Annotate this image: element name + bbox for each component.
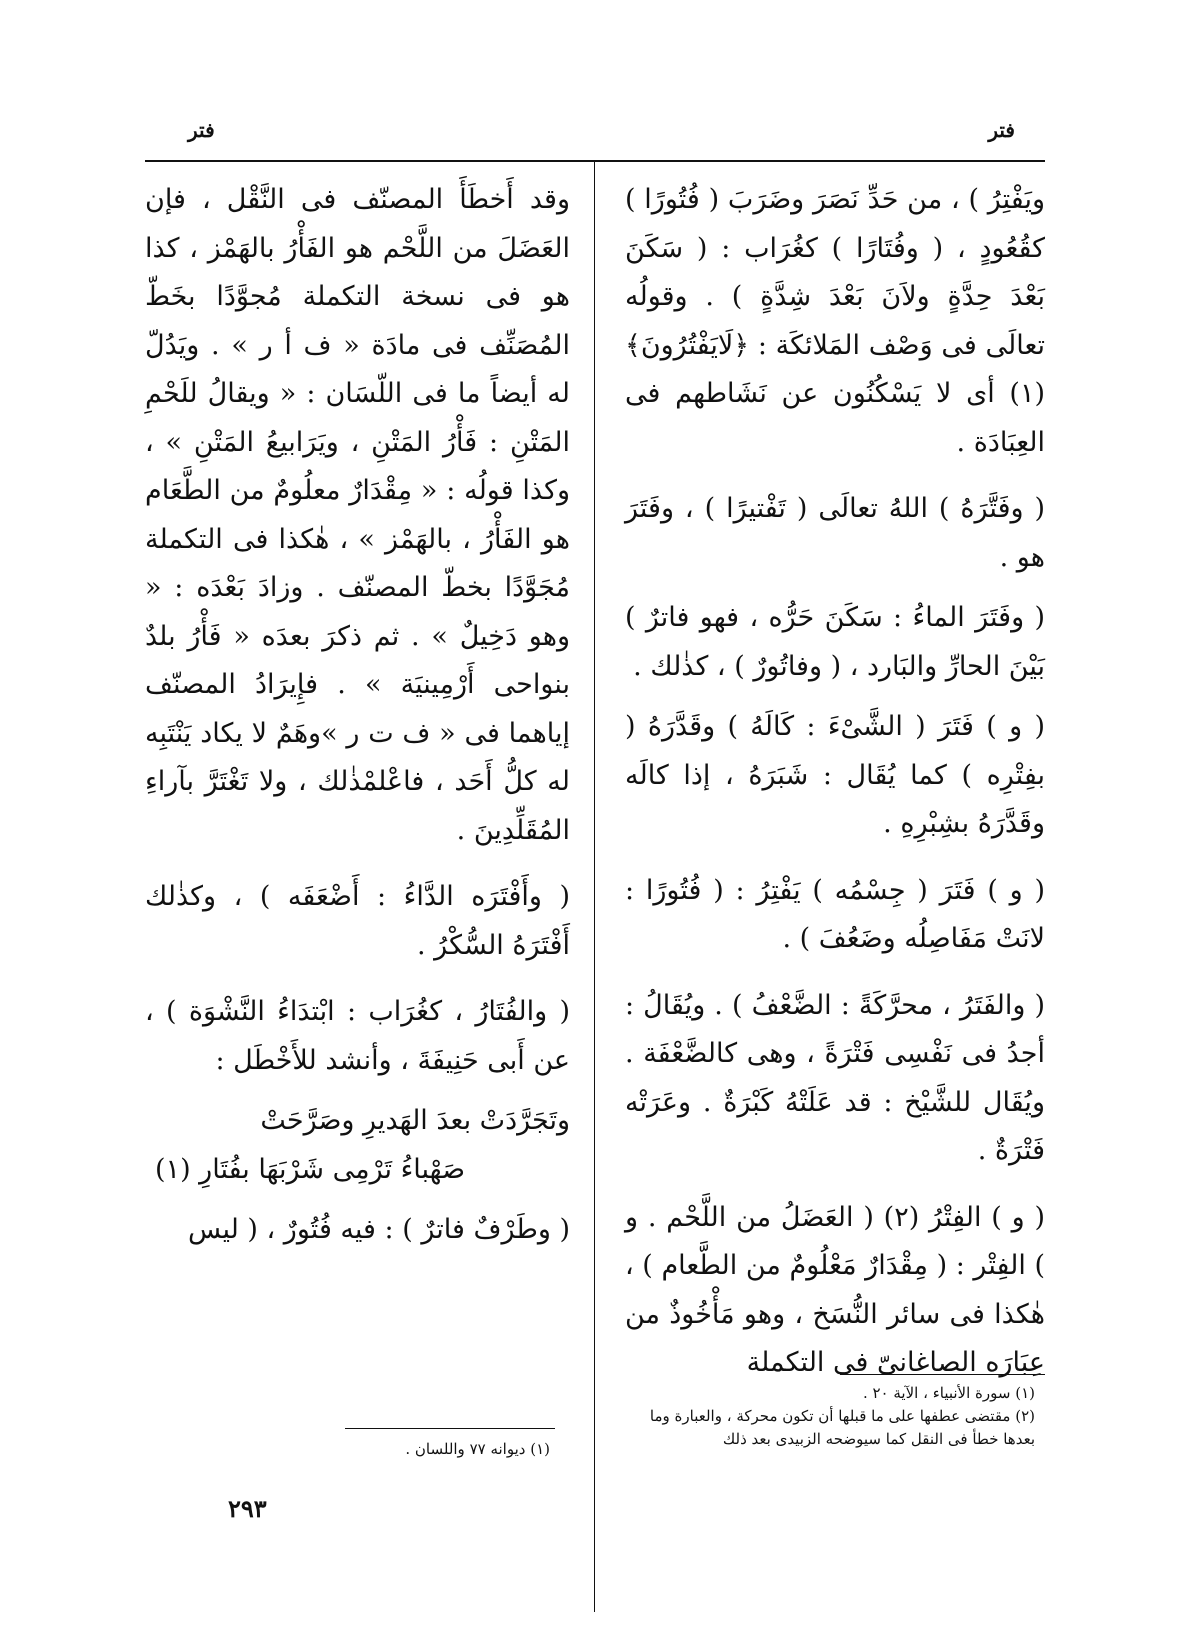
- page-number: ٢٩٣: [228, 1494, 267, 1523]
- entry-paragraph: وقد أَخطَأَ المصنّف فى النَّقْل ، فإن العَضَلَ من اللَّحْم هو الفَأْرُ بالهَمْز ، كذا هو فى نسخة التكملة مُجوَّدًا بخَطّ المُصَنِّف فى مادَة « ف أ ر » . ويَدُلّ له أيضاً ما فى اللّسَان : « ويقالُ للَحْمِ المَتْنِ : فَأْرُ المَتْنِ ، ويَرَابيعُ المَتْنِ » ، وكذا قولُه : « مِقْدَارٌ معلُومٌ من الطَّعَام هو الفَأْرُ ، بالهَمْز » ، هٰكذا فى التكملة مُجَوَّدًا بخطّ المصنّف . وزادَ بَعْدَه : « وهو دَخِيلٌ » . ثم ذكرَ بعدَه « فَأْرُ بلدٌ بنواحى أَرْمِينيَة » . فإِيرَادُ المصنّف إياهما فى « ف ت ر »وهَمٌ لا يكاد يَنْتَبِه له كلُّ أَحَد ، فاعْلمْذٰلك ، ولا تَغْتَرَّ بآراءِ المُقَلِّدِينَ .: [145, 184, 570, 846]
- entry-paragraph: ويَفْتِرُ ) ، من حَدِّ نَصَرَ وضَرَبَ ( فُتُورًا ) كقُعُودٍ ، ( وفُتَارًا ) كغُرَاب : ( سَكَنَ بَعْدَ حِدَّةٍ ولاَنَ بَعْدَ شِدَّةٍ ) . وقولُه تعالَى فى وَصْف المَلائكَة : ﴿لَايَفْتُرُونَ﴾ (١) أى لا يَسْكُنُون عن نَشَاطهم فى العِبَادَة .: [625, 184, 1045, 458]
- entry-paragraph: ( و ) فَتَرَ ( جِسْمُه ) يَفْتِرُ : ( فُتُورًا : لانَتْ مَفَاصِلُه وضَعُفَ ) .: [625, 874, 1045, 954]
- footnote-rule-right: [840, 1374, 1045, 1375]
- running-head-left: فتر: [188, 118, 215, 142]
- entry-paragraph: ( والفُتَارُ ، كغُرَاب : ابْتدَاءُ النَّشْوَة ) ، عن أَبى حَنِيفَةَ ، وأنشد للأَخْطَل :: [145, 996, 570, 1076]
- column-divider: [594, 162, 595, 1612]
- header-rule: [145, 160, 1045, 162]
- footnote: (٢) مقتضى عطفها على ما قبلها أن تكون محركة ، والعبارة وما بعدها خطأ فى النقل كما سيوضحه الزبيدى بعد ذلك: [649, 1407, 1035, 1448]
- footnote-rule-left: [345, 1428, 555, 1429]
- running-head-right: فتر: [988, 118, 1015, 142]
- verse-line-2: صَهْباءُ تَرْمِى شَرْبَهَا بفُتَارِ (١): [155, 1153, 466, 1185]
- entry-paragraph: ( وأَفْتَرَه الدَّاءُ : أَضْعَفَه ) ، وكذٰلك أَفْتَرَهُ السُّكْرُ .: [145, 881, 570, 961]
- entry-paragraph: ( والفَتَرُ ، محرَّكَةً : الضَّعْفُ ) . ويُقَالُ : أجدُ فى نَفْسِى فَتْرَةً ، وهى كالضَّعْفَة . ويُقَال للشَّيْخ : قد عَلَتْهُ كَبْرَةٌ . وعَرَتْه فَتْرَةٌ .: [625, 989, 1045, 1166]
- entry-paragraph: ( و ) فَتَرَ ( الشَّىْءَ : كَالَهُ ) وقَدَّرَهُ ( بفِتْرِه ) كما يُقَال : شَبَرَهُ ، إذا كالَه وقَدَّرَهُ بشِبْرِهِ .: [625, 711, 1045, 839]
- left-column: [145, 176, 570, 1273]
- verse-line-1: وتَجَرَّدَتْ بعدَ الهَديرِ وصَرَّحَتْ: [260, 1105, 570, 1136]
- footnote: (١) سورة الأنبياء ، الآية ٢٠ .: [862, 1384, 1035, 1402]
- entry-paragraph: ( وفَتَّرَهُ ) اللهُ تعالَى ( تَفْتيرًا ) ، وفَتَرَ هو .: [625, 493, 1045, 573]
- footnote: (١) ديوانه ٧٧ واللسان .: [405, 1440, 550, 1458]
- right-column: [625, 176, 1045, 1406]
- footnotes-left: [300, 1438, 550, 1461]
- footnotes-right: [625, 1382, 1035, 1451]
- entry-paragraph: ( و ) الفِتْرُ (٢) ( العَضَلُ من اللَّحْم . و ) الفِتْر : ( مِقْدَارٌ مَعْلُومٌ من الطَّعام ) ، هٰكذا فى سائر النُّسَخ ، وهو مَأْخُوذٌ من عِبَارَه الصاغانىّ فى التكملة: [625, 1201, 1045, 1378]
- entry-paragraph: ( وفَتَرَ الماءُ : سَكَنَ حَرُّه ، فهو فاترٌ ) بَيْنَ الحارِّ والبَارد ، ( وفاتُورٌ ) ، كذٰلك .: [625, 602, 1045, 682]
- entry-paragraph: ( وطَرْفٌ فاترٌ ) : فيه فُتُورٌ ، ( ليس: [188, 1214, 570, 1245]
